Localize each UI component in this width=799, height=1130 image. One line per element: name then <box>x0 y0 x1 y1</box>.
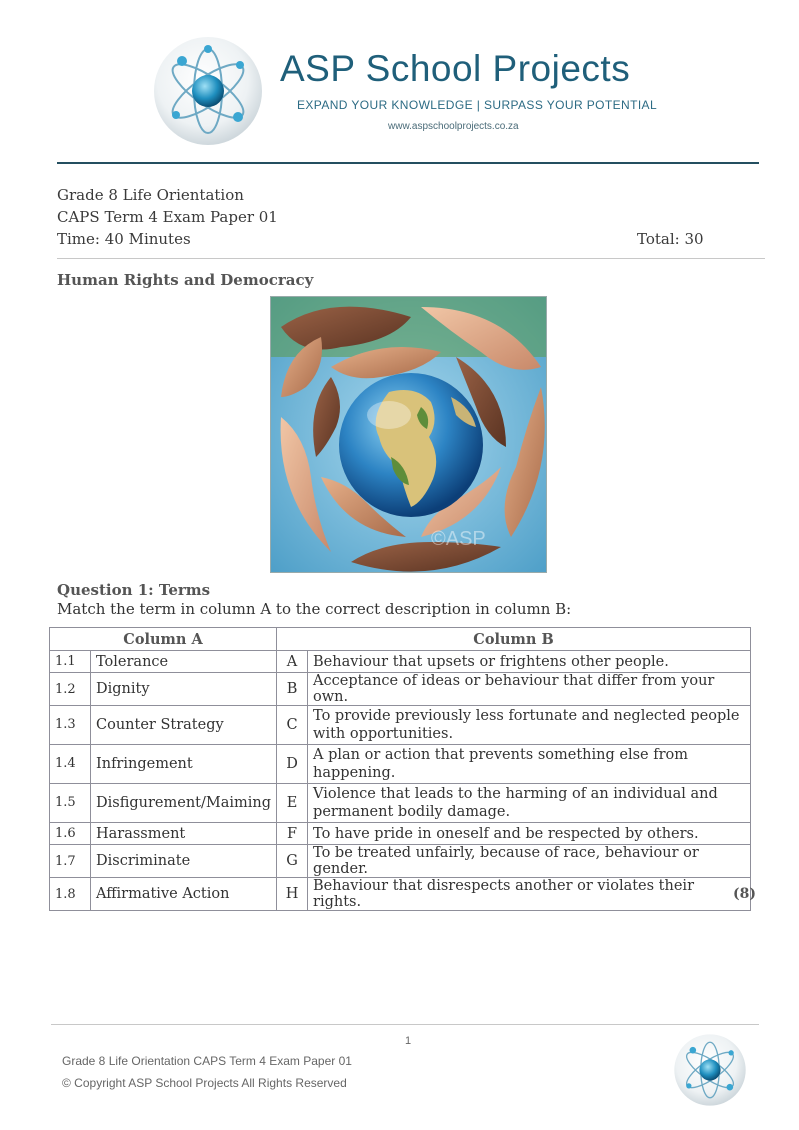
question-marks: (8) <box>733 886 756 902</box>
letter-cell: F <box>277 823 308 845</box>
item-number: 1.1 <box>50 651 91 673</box>
term-cell: Discriminate <box>91 845 277 878</box>
item-number: 1.7 <box>50 845 91 878</box>
info-divider <box>57 258 765 259</box>
table-row <box>50 706 751 745</box>
brand-title: ASP School Projects <box>280 48 631 89</box>
letter-cell: H <box>277 878 308 911</box>
description-cell: Acceptance of ideas or behaviour that differ from your own. <box>308 673 751 706</box>
header-divider <box>57 162 759 164</box>
footer-paper-title: Grade 8 Life Orientation CAPS Term 4 Exam Paper 01 <box>62 1054 352 1068</box>
section-heading: Human Rights and Democracy <box>57 271 314 289</box>
letter-cell: G <box>277 845 308 878</box>
description-cell: A plan or action that prevents something else from happening. <box>308 745 751 784</box>
table-row <box>50 823 751 845</box>
question-title: Question 1: Terms <box>57 581 211 599</box>
matching-table <box>49 627 751 911</box>
description-cell: To be treated unfairly, because of race, behaviour or gender. <box>308 845 751 878</box>
table-row <box>50 784 751 823</box>
item-number: 1.8 <box>50 878 91 911</box>
term-cell: Tolerance <box>91 651 277 673</box>
atom-globe-icon <box>152 35 264 147</box>
footer-divider <box>51 1024 759 1025</box>
table-row <box>50 745 751 784</box>
question-instruction: Match the term in column A to the correct description in column B: <box>57 600 572 618</box>
item-number: 1.2 <box>50 673 91 706</box>
term-cell: Counter Strategy <box>91 706 277 745</box>
description-cell: Behaviour that upsets or frightens other people. <box>308 651 751 673</box>
term-cell: Disfigurement/Maiming <box>91 784 277 823</box>
term-cell: Affirmative Action <box>91 878 277 911</box>
item-number: 1.3 <box>50 706 91 745</box>
watermark: ©ASP <box>431 528 486 550</box>
description-cell: To have pride in oneself and be respected by others. <box>308 823 751 845</box>
description-cell: To provide previously less fortunate and neglected people with opportunities. <box>308 706 751 745</box>
description-cell: Violence that leads to the harming of an individual and permanent bodily damage. <box>308 784 751 823</box>
paper-line: CAPS Term 4 Exam Paper 01 <box>57 208 278 226</box>
term-cell: Dignity <box>91 673 277 706</box>
item-number: 1.5 <box>50 784 91 823</box>
page-number: 1 <box>405 1035 412 1047</box>
footer-copyright: © Copyright ASP School Projects All Rights Reserved <box>62 1076 347 1090</box>
grade-line: Grade 8 Life Orientation <box>57 186 244 204</box>
atom-globe-icon <box>673 1033 747 1107</box>
table-row <box>50 878 751 911</box>
letter-cell: B <box>277 673 308 706</box>
brand-url: www.aspschoolprojects.co.za <box>388 121 519 132</box>
table-row <box>50 845 751 878</box>
column-a-header: Column A <box>50 628 277 651</box>
table-row <box>50 651 751 673</box>
letter-cell: A <box>277 651 308 673</box>
brand-tagline: EXPAND YOUR KNOWLEDGE | SURPASS YOUR POTENTIAL <box>297 98 658 112</box>
time-line: Time: 40 Minutes <box>57 230 191 248</box>
hands-around-globe-image <box>270 296 547 573</box>
table-row <box>50 673 751 706</box>
letter-cell: D <box>277 745 308 784</box>
item-number: 1.6 <box>50 823 91 845</box>
column-b-header: Column B <box>277 628 751 651</box>
letter-cell: C <box>277 706 308 745</box>
term-cell: Infringement <box>91 745 277 784</box>
total-marks: Total: 30 <box>637 230 704 248</box>
description-cell: Behaviour that disrespects another or violates their rights. <box>308 878 751 911</box>
letter-cell: E <box>277 784 308 823</box>
table-header-row <box>50 628 751 651</box>
item-number: 1.4 <box>50 745 91 784</box>
term-cell: Harassment <box>91 823 277 845</box>
